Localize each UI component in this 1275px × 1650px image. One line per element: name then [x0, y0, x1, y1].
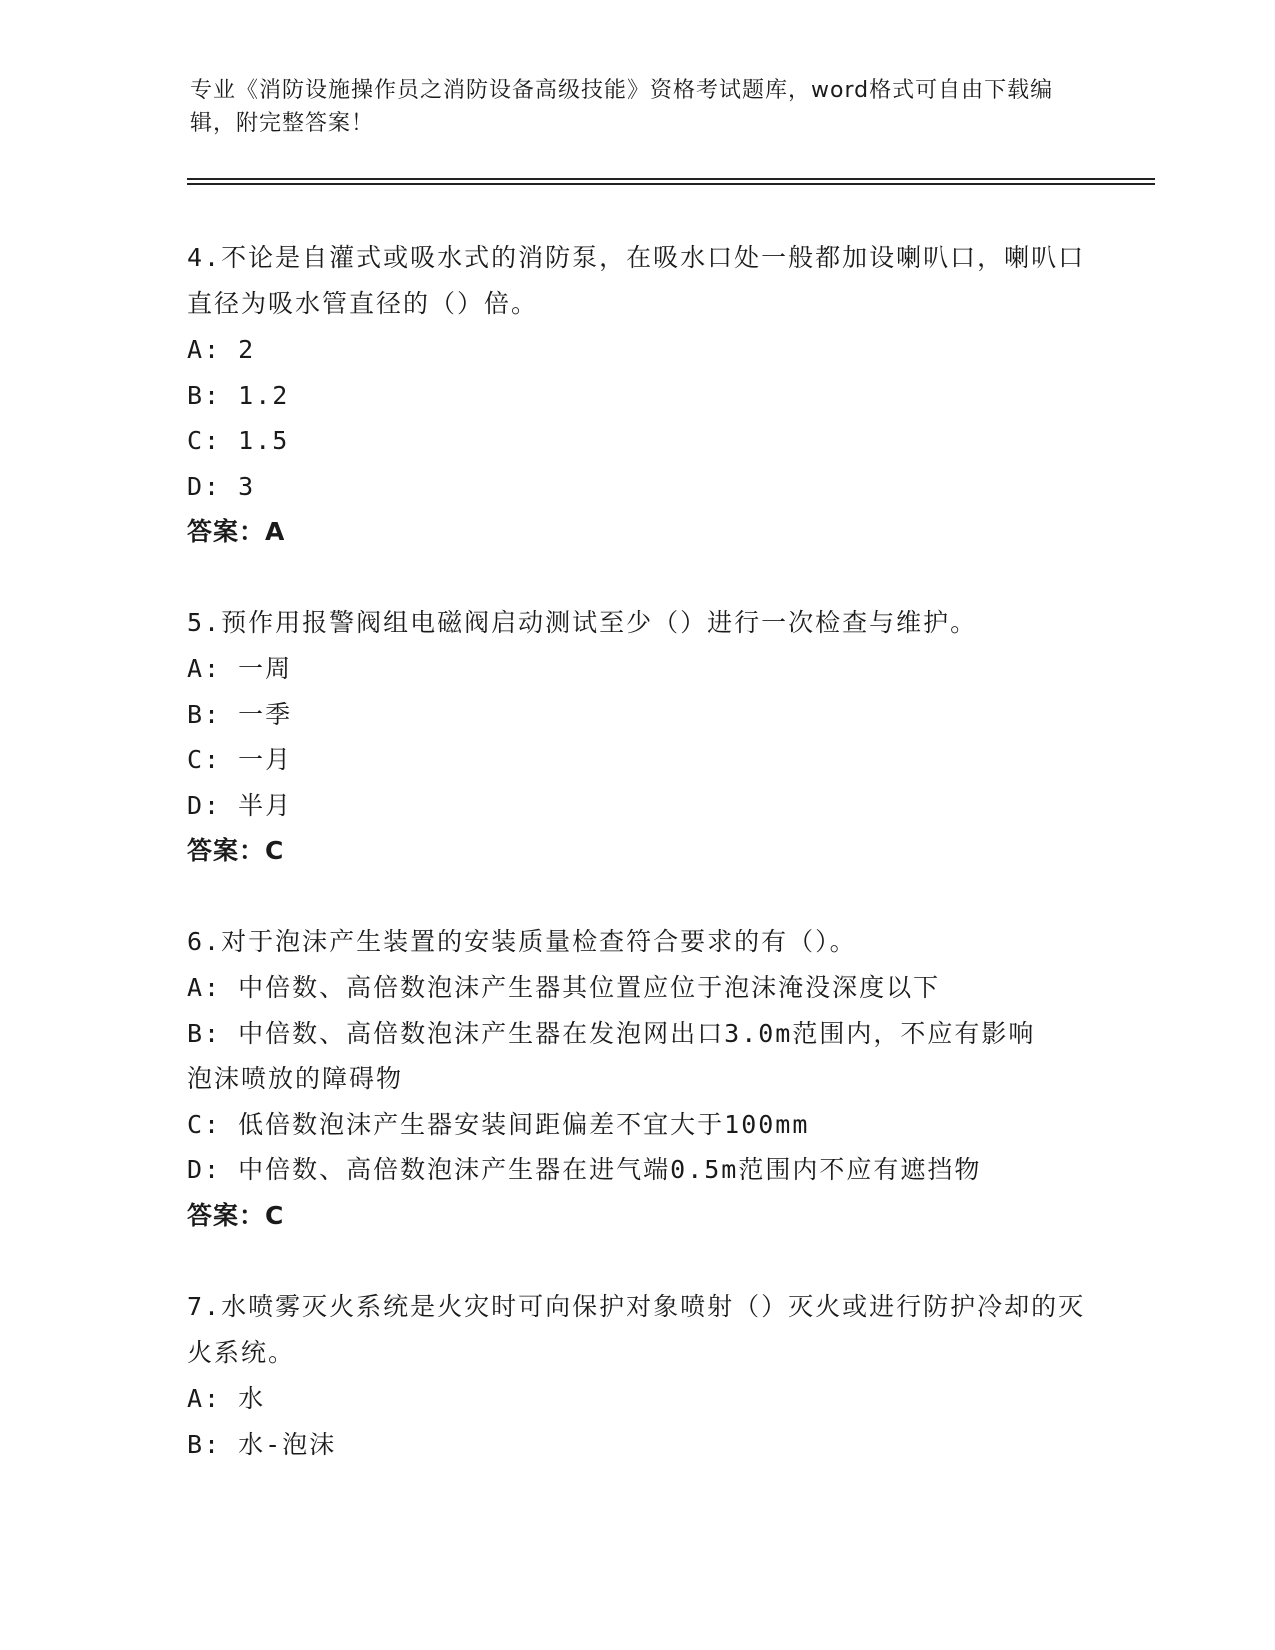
- question-4: [187, 235, 1087, 555]
- question-7: [187, 1284, 1087, 1467]
- option-b: B: 一季: [187, 699, 293, 729]
- option-a: A: 中倍数、高倍数泡沫产生器其位置应位于泡沫淹没深度以下: [187, 973, 941, 1002]
- option-c: C: 一月: [187, 745, 293, 774]
- option-c: C: 低倍数泡沫产生器安装间距偏差不宜大于100mm: [187, 1109, 810, 1139]
- option-b: B: 中倍数、高倍数泡沫产生器在发泡网出口3.0m范围内，不应有影响泡沫喷放的障碍物: [187, 1018, 1036, 1093]
- answer-label: 答案：C: [187, 1200, 285, 1230]
- question-stem: 4.不论是自灌式或吸水式的消防泵，在吸水口处一般都加设喇叭口，喇叭口直径为吸水管直径的（）倍。: [187, 243, 1086, 318]
- option-b: B: 水-泡沫: [187, 1429, 337, 1459]
- option-c: C: 1.5: [187, 426, 290, 455]
- option-a: A: 水: [187, 1384, 266, 1413]
- option-d: D: 中倍数、高倍数泡沫产生器在进气端0.5m范围内不应有遮挡物: [187, 1155, 982, 1184]
- header-divider-top: [187, 178, 1155, 180]
- option-a: A: 2: [187, 335, 256, 364]
- question-5: [187, 600, 1087, 874]
- question-stem: 7.水喷雾灭火系统是火灾时可向保护对象喷射（）灭火或进行防护冷却的灭火系统。: [187, 1292, 1086, 1367]
- header-divider-bottom: [187, 183, 1155, 185]
- document-header: 专业《消防设施操作员之消防设备高级技能》资格考试题库，word格式可自由下载编辑，附完整答案！: [190, 78, 1054, 136]
- question-stem: 5.预作用报警阀组电磁阀启动测试至少（）进行一次检查与维护。: [187, 608, 978, 637]
- answer-label: 答案：C: [187, 836, 285, 865]
- option-d: D: 3: [187, 471, 256, 501]
- question-stem: 6.对于泡沫产生装置的安装质量检查符合要求的有（）。: [187, 927, 857, 956]
- option-b: B: 1.2: [187, 380, 290, 410]
- option-a: A: 一周: [187, 654, 293, 683]
- option-d: D: 半月: [187, 790, 293, 820]
- answer-label: 答案：A: [187, 517, 286, 546]
- question-6: [187, 919, 1087, 1238]
